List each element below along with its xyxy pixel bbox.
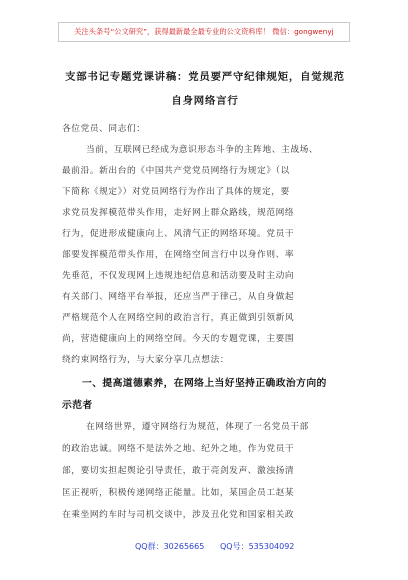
header-banner: 关注头条号“公文研究”，获得最新最全最专业的公文资料库！ 微信：gongwenyj xyxy=(58,22,350,42)
paragraph-line: 求党员发挥模范带头作用，走好网上群众路线，规范网络 xyxy=(62,208,295,218)
paragraph-line: 先垂范，不仅发现网上违规违纪信息和活动要及时主动向 xyxy=(62,271,295,281)
section-heading-1-cont: 示范者 xyxy=(62,400,93,411)
paragraph-line: 在乘坐网约车时与司机交谈中，涉及丑化党和国家相关政 xyxy=(62,510,295,520)
salutation: 各位党员、同志们： xyxy=(62,124,146,134)
paragraph-line: 在网络世界，遵守网络行为规范，体现了一名党员干部 xyxy=(86,422,309,432)
paragraph-line: 部要发挥模范带头作用，在网络空间言行中以身作则、率 xyxy=(62,250,295,260)
paragraph-line: 行为，促进形成健康向上、风清气正的网络环境。党员干 xyxy=(62,229,295,239)
paragraph-line: 匡正视听，积极传递网络正能量。比如，某国企员工赵某 xyxy=(62,488,295,498)
document-title-line-1: 支部书记专题党课讲稿：党员要严守纪律规矩，自觉规范 xyxy=(65,71,345,83)
paragraph-line: 的政治忠诚。网络不是法外之地、纪外之地，作为党员干 xyxy=(62,444,295,454)
paragraph-line: 下简称《规定》）对党员网络行为作出了具体的规定，要 xyxy=(62,187,290,197)
document-title-line-2: 自身网络言行 xyxy=(171,95,239,107)
footer-qq-number: QQ号：535304092 xyxy=(220,542,295,551)
paragraph-line: 最前沿。新出台的《中国共产党党员网络行为规定》（以 xyxy=(62,166,290,176)
paragraph-line: 部，要切实担起舆论引导责任，敢于亮剑发声、激浊扬清 xyxy=(62,466,295,476)
paragraph-line: 当前，互联网已经成为意识形态斗争的主阵地、主战场、 xyxy=(86,145,319,155)
paragraph-line: 绕约束网络行为，与大家分享几点想法： xyxy=(62,355,230,365)
paragraph-line: 严格规范个人在网络空间的政治言行，真正做到引领新风 xyxy=(62,313,295,323)
section-heading-1: 一、提高道德素养，在网络上当好坚持正确政治方向的 xyxy=(82,378,327,389)
paragraph-line: 尚，营造健康向上的网络空间。今天的专题党课，主要围 xyxy=(62,334,295,344)
paragraph-line: 有关部门、网络平台举报，还应当严于律己，从自身做起 xyxy=(62,292,295,302)
footer-qq-group: QQ群：30265665 xyxy=(135,542,205,551)
